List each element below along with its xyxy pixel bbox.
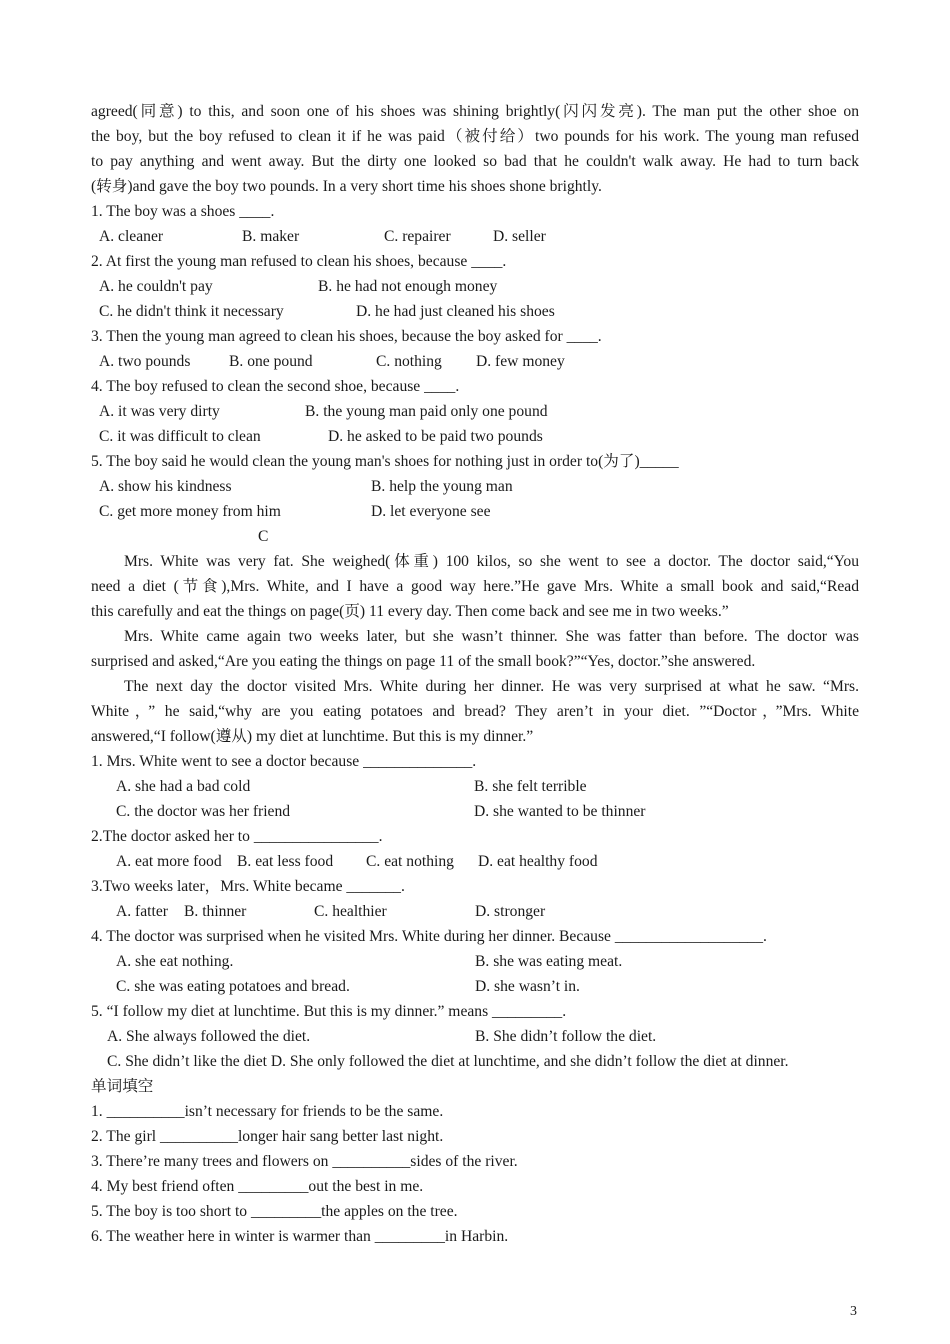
question: 3. Then the young man agreed to clean his shoes, because the boy asked for ____. (91, 328, 602, 345)
option: C. it was difficult to clean (99, 428, 261, 445)
option: A. eat more food (116, 853, 222, 870)
option: B. maker (242, 228, 300, 245)
option: D. stronger (475, 903, 546, 920)
option: B. one pound (229, 353, 313, 370)
option: B. she felt terrible (474, 778, 587, 795)
question: 2. At first the young man refused to clean his shoes, because ____. (91, 253, 507, 270)
option: A. two pounds (99, 353, 191, 370)
question: 5. “I follow my diet at lunchtime. But this is my dinner.” means _________. (91, 1003, 567, 1020)
option: D. he had just cleaned his shoes (356, 303, 555, 320)
page-number: 3 (850, 1304, 857, 1319)
passage-line: need a diet (节食),Mrs. White, and I have a good way here.”He gave Mrs. White a small book and said,“Read (91, 578, 859, 595)
option: C. get more money from him (99, 503, 281, 520)
passage-line: The next day the doctor visited Mrs. White during her dinner. He was very surprised at what he saw. “Mrs. (124, 678, 859, 695)
option: C. repairer (384, 228, 451, 245)
option: A. she eat nothing. (116, 953, 234, 970)
passage-line: the boy, but the boy refused to clean it if he was paid（被付给）two pounds for his work. The young man refused (91, 128, 859, 145)
option: B. he had not enough money (318, 278, 498, 295)
option: C. the doctor was her friend (116, 803, 291, 820)
question: 1. The boy was a shoes ____. (91, 203, 275, 220)
option: B. she was eating meat. (475, 953, 623, 970)
option: C. he didn't think it necessary (99, 303, 284, 320)
question: 2.The doctor asked her to ________________. (91, 828, 383, 845)
option: B. She didn’t follow the diet. (475, 1028, 657, 1045)
fill-item: 5. The boy is too short to _________the apples on the tree. (91, 1203, 458, 1220)
option: D. she wasn’t in. (475, 978, 580, 995)
option: B. eat less food (237, 853, 334, 870)
option: D. few money (476, 353, 565, 370)
option: D. eat healthy food (478, 853, 598, 870)
passage-line: surprised and asked,“Are you eating the things on page 11 of the small book?”“Yes, doctor.”she answered. (91, 653, 756, 670)
passage-line: agreed(同意) to this, and soon one of his shoes was shining brightly(闪闪发亮). The man put the other shoe on (91, 103, 859, 120)
option: A. she had a bad cold (116, 778, 251, 795)
passage-line: Mrs. White was very fat. She weighed(体重) 100 kilos, so she went to see a doctor. The doctor said,“You (124, 553, 859, 570)
option: B. help the young man (371, 478, 513, 495)
option: A. show his kindness (99, 478, 232, 495)
option: D. she wanted to be thinner (474, 803, 646, 820)
option: A. it was very dirty (99, 403, 220, 420)
option: A. he couldn't pay (99, 278, 213, 295)
option: A. cleaner (99, 228, 164, 245)
section-title: 单词填空 (91, 1078, 154, 1095)
option: C. she was eating potatoes and bread. (116, 978, 350, 995)
option: C. healthier (314, 903, 387, 920)
passage-line: answered,“I follow(遵从) my diet at lunchtime. But this is my dinner.” (91, 728, 534, 745)
option: C. eat nothing (366, 853, 454, 870)
question: 4. The boy refused to clean the second shoe, because ____. (91, 378, 460, 395)
option: D. let everyone see (371, 503, 491, 520)
section-label: C (258, 528, 269, 545)
option: A. fatter (116, 903, 168, 920)
option: C. She didn’t like the diet D. She only followed the diet at lunchtime, and she didn’t follow the diet at dinner. (107, 1053, 789, 1070)
option: A. She always followed the diet. (107, 1028, 311, 1045)
fill-item: 2. The girl __________longer hair sang better last night. (91, 1128, 444, 1145)
option: B. the young man paid only one pound (305, 403, 548, 420)
fill-item: 1. __________isn’t necessary for friends to be the same. (91, 1103, 444, 1120)
question: 5. The boy said he would clean the young man's shoes for nothing just in order to(为了)_____ (91, 453, 679, 470)
question: 3.Two weeks later，Mrs. White became _______. (91, 878, 405, 895)
option: B. thinner (184, 903, 247, 920)
option: D. he asked to be paid two pounds (328, 428, 543, 445)
fill-item: 6. The weather here in winter is warmer than _________in Harbin. (91, 1228, 509, 1245)
option: C. nothing (376, 353, 442, 370)
fill-item: 3. There’re many trees and flowers on __________sides of the river. (91, 1153, 518, 1170)
passage-line: White，” he said,“why are you eating potatoes and bread? They aren’t in your diet. ”“Doctor，”Mrs. White (91, 703, 859, 720)
fill-item: 4. My best friend often _________out the best in me. (91, 1178, 424, 1195)
question: 4. The doctor was surprised when he visited Mrs. White during her dinner. Because ___________________. (91, 928, 767, 945)
passage-line: this carefully and eat the things on page(页) 11 every day. Then come back and see me in two weeks.” (91, 603, 729, 620)
passage-line: Mrs. White came again two weeks later, but she wasn’t thinner. She was fatter than before. The doctor was (124, 628, 859, 645)
option: D. seller (493, 228, 546, 245)
question: 1. Mrs. White went to see a doctor because ______________. (91, 753, 477, 770)
passage-line: to pay anything and went away. But the dirty one looked so bad that he couldn't walk away. He had to turn back (91, 153, 859, 170)
passage-line: (转身)and gave the boy two pounds. In a very short time his shoes shone brightly. (91, 178, 602, 195)
